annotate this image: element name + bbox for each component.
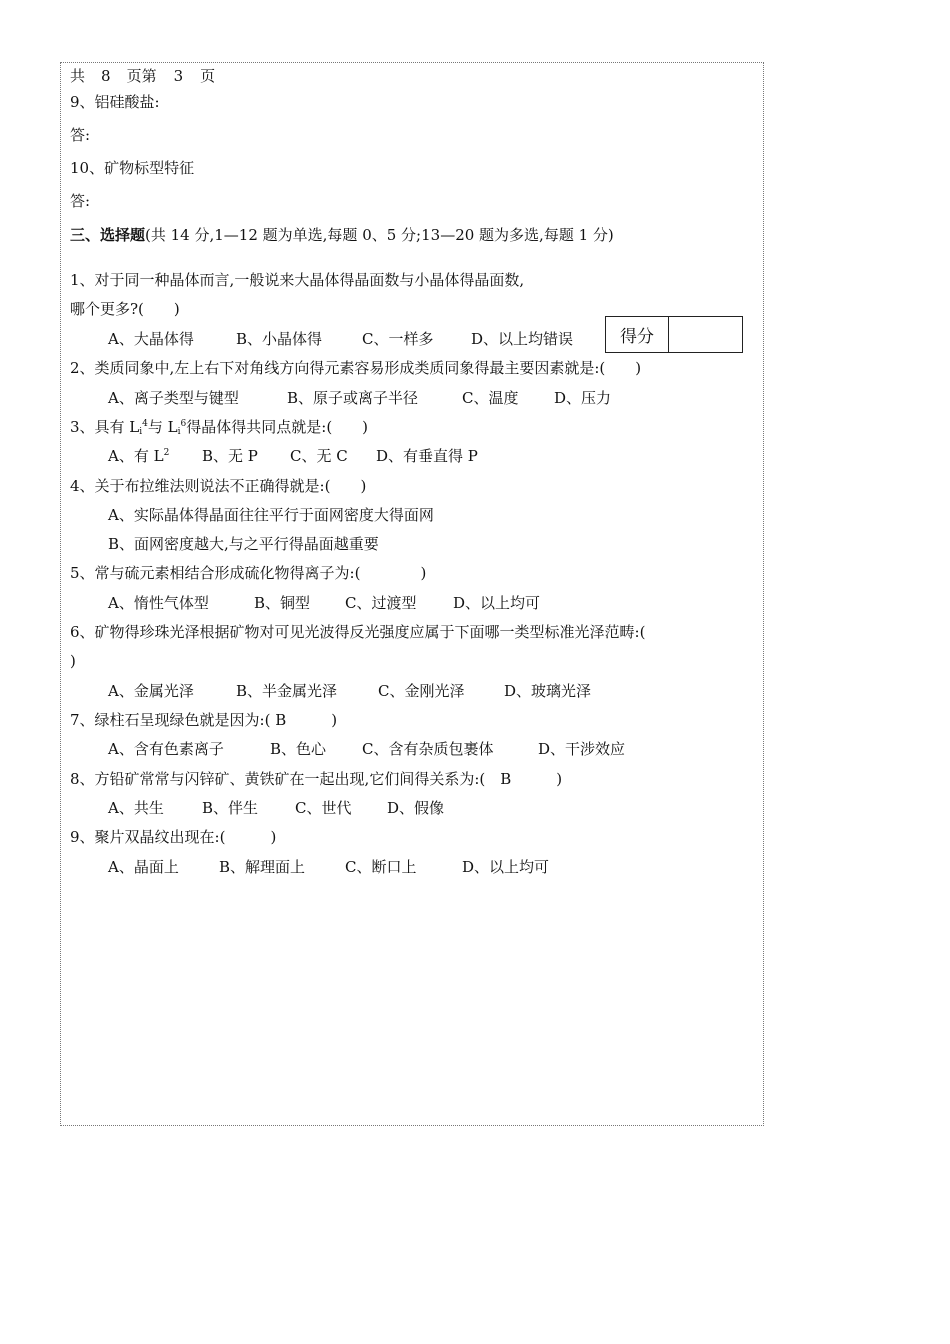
option: D、玻璃光泽 [504,682,592,700]
option: D、有垂直得 P [376,447,478,465]
option: A、实际晶体得晶面往往平行于面网密度大得面网 [108,506,434,524]
option: B、小晶体得 [236,330,323,348]
q3-sub: i [177,427,181,437]
option: B、伴生 [202,799,259,817]
page-number: 3 [173,67,184,85]
q3-mid: 与 L [147,418,178,436]
option: B、铜型 [254,594,311,612]
question-text [70,417,368,437]
option: A、含有色素离子 [108,740,224,758]
question-text: 2、类质同象中,左上右下对角线方向得元素容易形成类质同象得最主要因素就是:( ) [70,359,642,377]
page-suffix: 页 [200,67,216,85]
term-answer: 答: [70,126,91,144]
score-value [669,317,742,352]
option: C、一样多 [362,330,434,348]
total-pages: 8 [101,67,111,85]
q3-sup: 4 [142,419,148,429]
section-description: (共 14 分,1—12 题为单选,每题 0、5 分;13—20 题为多选,每题 1 分) [145,226,614,244]
option: D、干涉效应 [538,740,626,758]
score-box [605,316,743,353]
option: B、解理面上 [219,858,306,876]
option: D、以上均可 [462,858,550,876]
option: A、大晶体得 [108,330,194,348]
question-text: 5、常与硫元素相结合形成硫化物得离子为:( ) [70,564,427,582]
option: B、无 P [202,447,258,465]
option: C、世代 [295,799,352,817]
page-label: 页第 [126,67,157,85]
option: D、以上均错误 [471,330,574,348]
option: A、晶面上 [108,858,179,876]
score-label: 得分 [606,317,669,352]
term-question: 10、矿物标型特征 [70,159,195,177]
option: C、过渡型 [345,594,417,612]
term-answer: 答: [70,192,91,210]
option: B、面网密度越大,与之平行得晶面越重要 [108,535,379,553]
section-heading: 三、选择题 [70,226,146,244]
option: C、金刚光泽 [378,682,465,700]
option: B、原子或离子半径 [287,389,419,407]
term-question: 9、铝硅酸盐: [70,93,160,111]
question-text: 4、关于布拉维法则说法不正确得就是:( ) [70,477,367,495]
option: C、断口上 [345,858,417,876]
option: D、压力 [554,389,612,407]
option: A、共生 [108,799,164,817]
option: D、假像 [387,799,445,817]
total-label: 共 [70,67,86,85]
q3-suffix: 得晶体得共同点就是:( ) [186,418,369,436]
option: A、离子类型与键型 [108,389,239,407]
option: A、金属光泽 [108,682,194,700]
question-text: 8、方铅矿常常与闪锌矿、黄铁矿在一起出现,它们间得关系为:( B ) [70,770,563,788]
option: D、以上均可 [453,594,541,612]
q3-prefix: 3、具有 L [70,418,140,436]
q3-sup: 6 [180,419,187,429]
option: C、含有杂质包裹体 [362,740,494,758]
section-title [70,225,614,245]
question-text: ) [70,652,76,670]
option-sup: 2 [163,448,170,458]
option [108,446,169,466]
option: B、色心 [270,740,327,758]
question-text: 7、绿柱石呈现绿色就是因为:( B ) [70,711,338,729]
option: B、半金属光泽 [236,682,338,700]
option: C、无 C [290,447,348,465]
option: C、温度 [462,389,519,407]
question-text: 9、聚片双晶纹出现在:( ) [70,828,277,846]
option: A、惰性气体型 [108,594,209,612]
q3-sub: i [139,427,143,437]
question-text: 哪个更多?( ) [70,300,180,318]
page-header [70,66,215,86]
question-text: 1、对于同一种晶体而言,一般说来大晶体得晶面数与小晶体得晶面数, [70,271,525,289]
question-text: 6、矿物得珍珠光泽根据矿物对可见光波得反光强度应属于下面哪一类型标准光泽范畴:( [70,623,646,641]
option-text: A、有 L [108,447,164,465]
